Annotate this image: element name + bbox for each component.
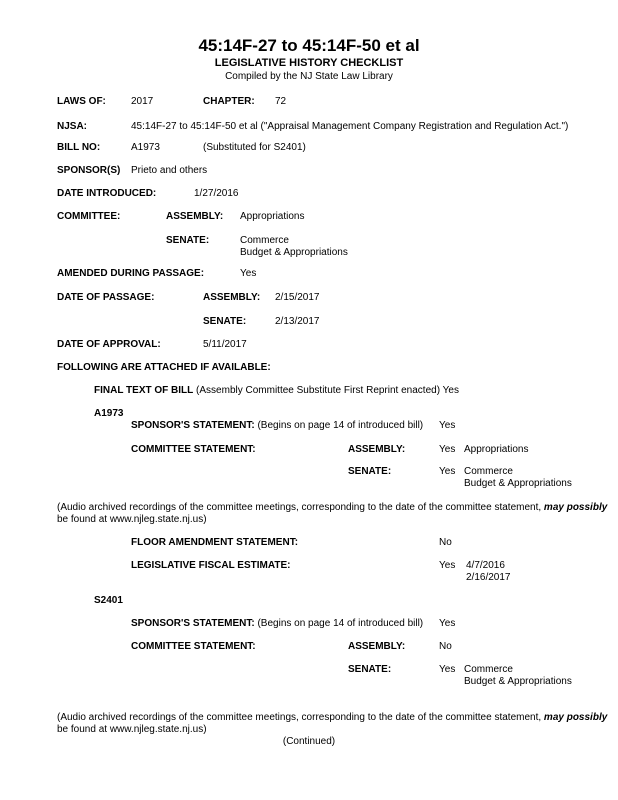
a1973-fiscal-estimate-label: LEGISLATIVE FISCAL ESTIMATE: [131,560,291,571]
approval-value: 5/11/2017 [203,339,247,350]
final-text-label: FINAL TEXT OF BILL [94,385,194,396]
laws-of-label: LAWS OF: [57,96,106,107]
a1973-fiscal-estimate-date-2: 2/16/2017 [466,572,511,583]
committee-label: COMMITTEE: [57,211,121,222]
compiled-by: Compiled by the NJ State Law Library [225,71,393,82]
a1973-committee-assembly-name: Appropriations [464,444,529,455]
a1973-committee-assembly-value: Yes [439,444,456,455]
s2401-audio-note-line-1 [57,712,607,724]
a1973-fiscal-estimate-date-1: 4/7/2016 [466,560,505,571]
a1973-committee-senate-value: Yes [439,466,456,477]
a1973-heading: A1973 [94,408,124,419]
passage-assembly-label: ASSEMBLY: [203,292,261,303]
s2401-committee-senate-name-1: Commerce [464,664,513,675]
committee-senate-value-2: Budget & Appropriations [240,247,348,258]
a1973-committee-statement-label: COMMITTEE STATEMENT: [131,444,256,455]
s2401-audio-note-text: (Audio archived recordings of the committee meetings, corresponding to the date of the committee statement, [57,712,542,723]
s2401-sponsor-statement-note: (Begins on page 14 of introduced bill) [257,618,424,629]
date-introduced-value: 1/27/2016 [194,188,239,199]
a1973-audio-note-text: (Audio archived recordings of the committee meetings, corresponding to the date of the committee statement, [57,502,542,513]
committee-senate-label: SENATE: [166,235,210,246]
a1973-committee-senate-label: SENATE: [348,466,392,477]
njsa-value: 45:14F-27 to 45:14F-50 et al ("Appraisal Management Company Registration and Regulation Act.") [131,121,569,132]
s2401-committee-senate-value: Yes [439,664,456,675]
date-introduced-label: DATE INTRODUCED: [57,188,157,199]
a1973-audio-note-line-1 [57,502,607,514]
s2401-committee-statement-label: COMMITTEE STATEMENT: [131,641,256,652]
approval-label: DATE OF APPROVAL: [57,339,161,350]
chapter-label: CHAPTER: [203,96,255,107]
a1973-audio-note-line-2: be found at www.njleg.state.nj.us) [57,514,207,525]
a1973-floor-amendment-label: FLOOR AMENDMENT STATEMENT: [131,537,299,548]
page-title: 45:14F-27 to 45:14F-50 et al [198,36,420,55]
a1973-sponsor-statement-value: Yes [439,420,456,431]
passage-label: DATE OF PASSAGE: [57,292,155,303]
passage-senate-label: SENATE: [203,316,247,327]
sponsors-label: SPONSOR(S) [57,165,121,176]
a1973-committee-assembly-label: ASSEMBLY: [348,444,406,455]
s2401-heading: S2401 [94,595,123,606]
amended-value: Yes [240,268,257,279]
s2401-audio-note-emphasis: may possibly [543,712,608,723]
s2401-sponsor-statement-label: SPONSOR'S STATEMENT: [131,618,255,629]
s2401-committee-assembly-label: ASSEMBLY: [348,641,406,652]
chapter-value: 72 [275,96,287,107]
a1973-committee-senate-name-1: Commerce [464,466,513,477]
a1973-sponsor-statement-label: SPONSOR'S STATEMENT: [131,420,255,431]
s2401-committee-senate-name-2: Budget & Appropriations [464,676,572,687]
s2401-committee-assembly-value: No [439,641,452,652]
s2401-sponsor-statement-value: Yes [439,618,456,629]
page-subtitle: LEGISLATIVE HISTORY CHECKLIST [214,57,404,69]
s2401-sponsor-statement-row [131,618,423,630]
final-text-value: Yes [442,385,459,396]
laws-of-value: 2017 [131,96,154,107]
s2401-audio-note-line-2: be found at www.njleg.state.nj.us) [57,724,207,735]
final-text-note: (Assembly Committee Substitute First Reprint enacted) [196,385,441,396]
a1973-audio-note-emphasis: may possibly [543,502,608,513]
sponsors-value: Prieto and others [131,165,208,176]
a1973-sponsor-statement-row [131,420,423,432]
committee-assembly-value: Appropriations [240,211,305,222]
a1973-sponsor-statement-note: (Begins on page 14 of introduced bill) [257,420,424,431]
committee-senate-value-1: Commerce [240,235,289,246]
attached-heading: FOLLOWING ARE ATTACHED IF AVAILABLE: [57,362,271,373]
final-text-row [94,385,459,397]
bill-no-value: A1973 [131,142,160,153]
a1973-floor-amendment-value: No [439,537,452,548]
bill-no-note: (Substituted for S2401) [203,142,306,153]
njsa-label: NJSA: [57,121,88,132]
amended-label: AMENDED DURING PASSAGE: [57,268,205,279]
a1973-committee-senate-name-2: Budget & Appropriations [464,478,572,489]
passage-assembly-value: 2/15/2017 [275,292,320,303]
passage-senate-value: 2/13/2017 [275,316,320,327]
continued-note: (Continued) [282,736,336,747]
s2401-committee-senate-label: SENATE: [348,664,392,675]
bill-no-label: BILL NO: [57,142,101,153]
a1973-fiscal-estimate-value: Yes [439,560,456,571]
committee-assembly-label: ASSEMBLY: [166,211,224,222]
